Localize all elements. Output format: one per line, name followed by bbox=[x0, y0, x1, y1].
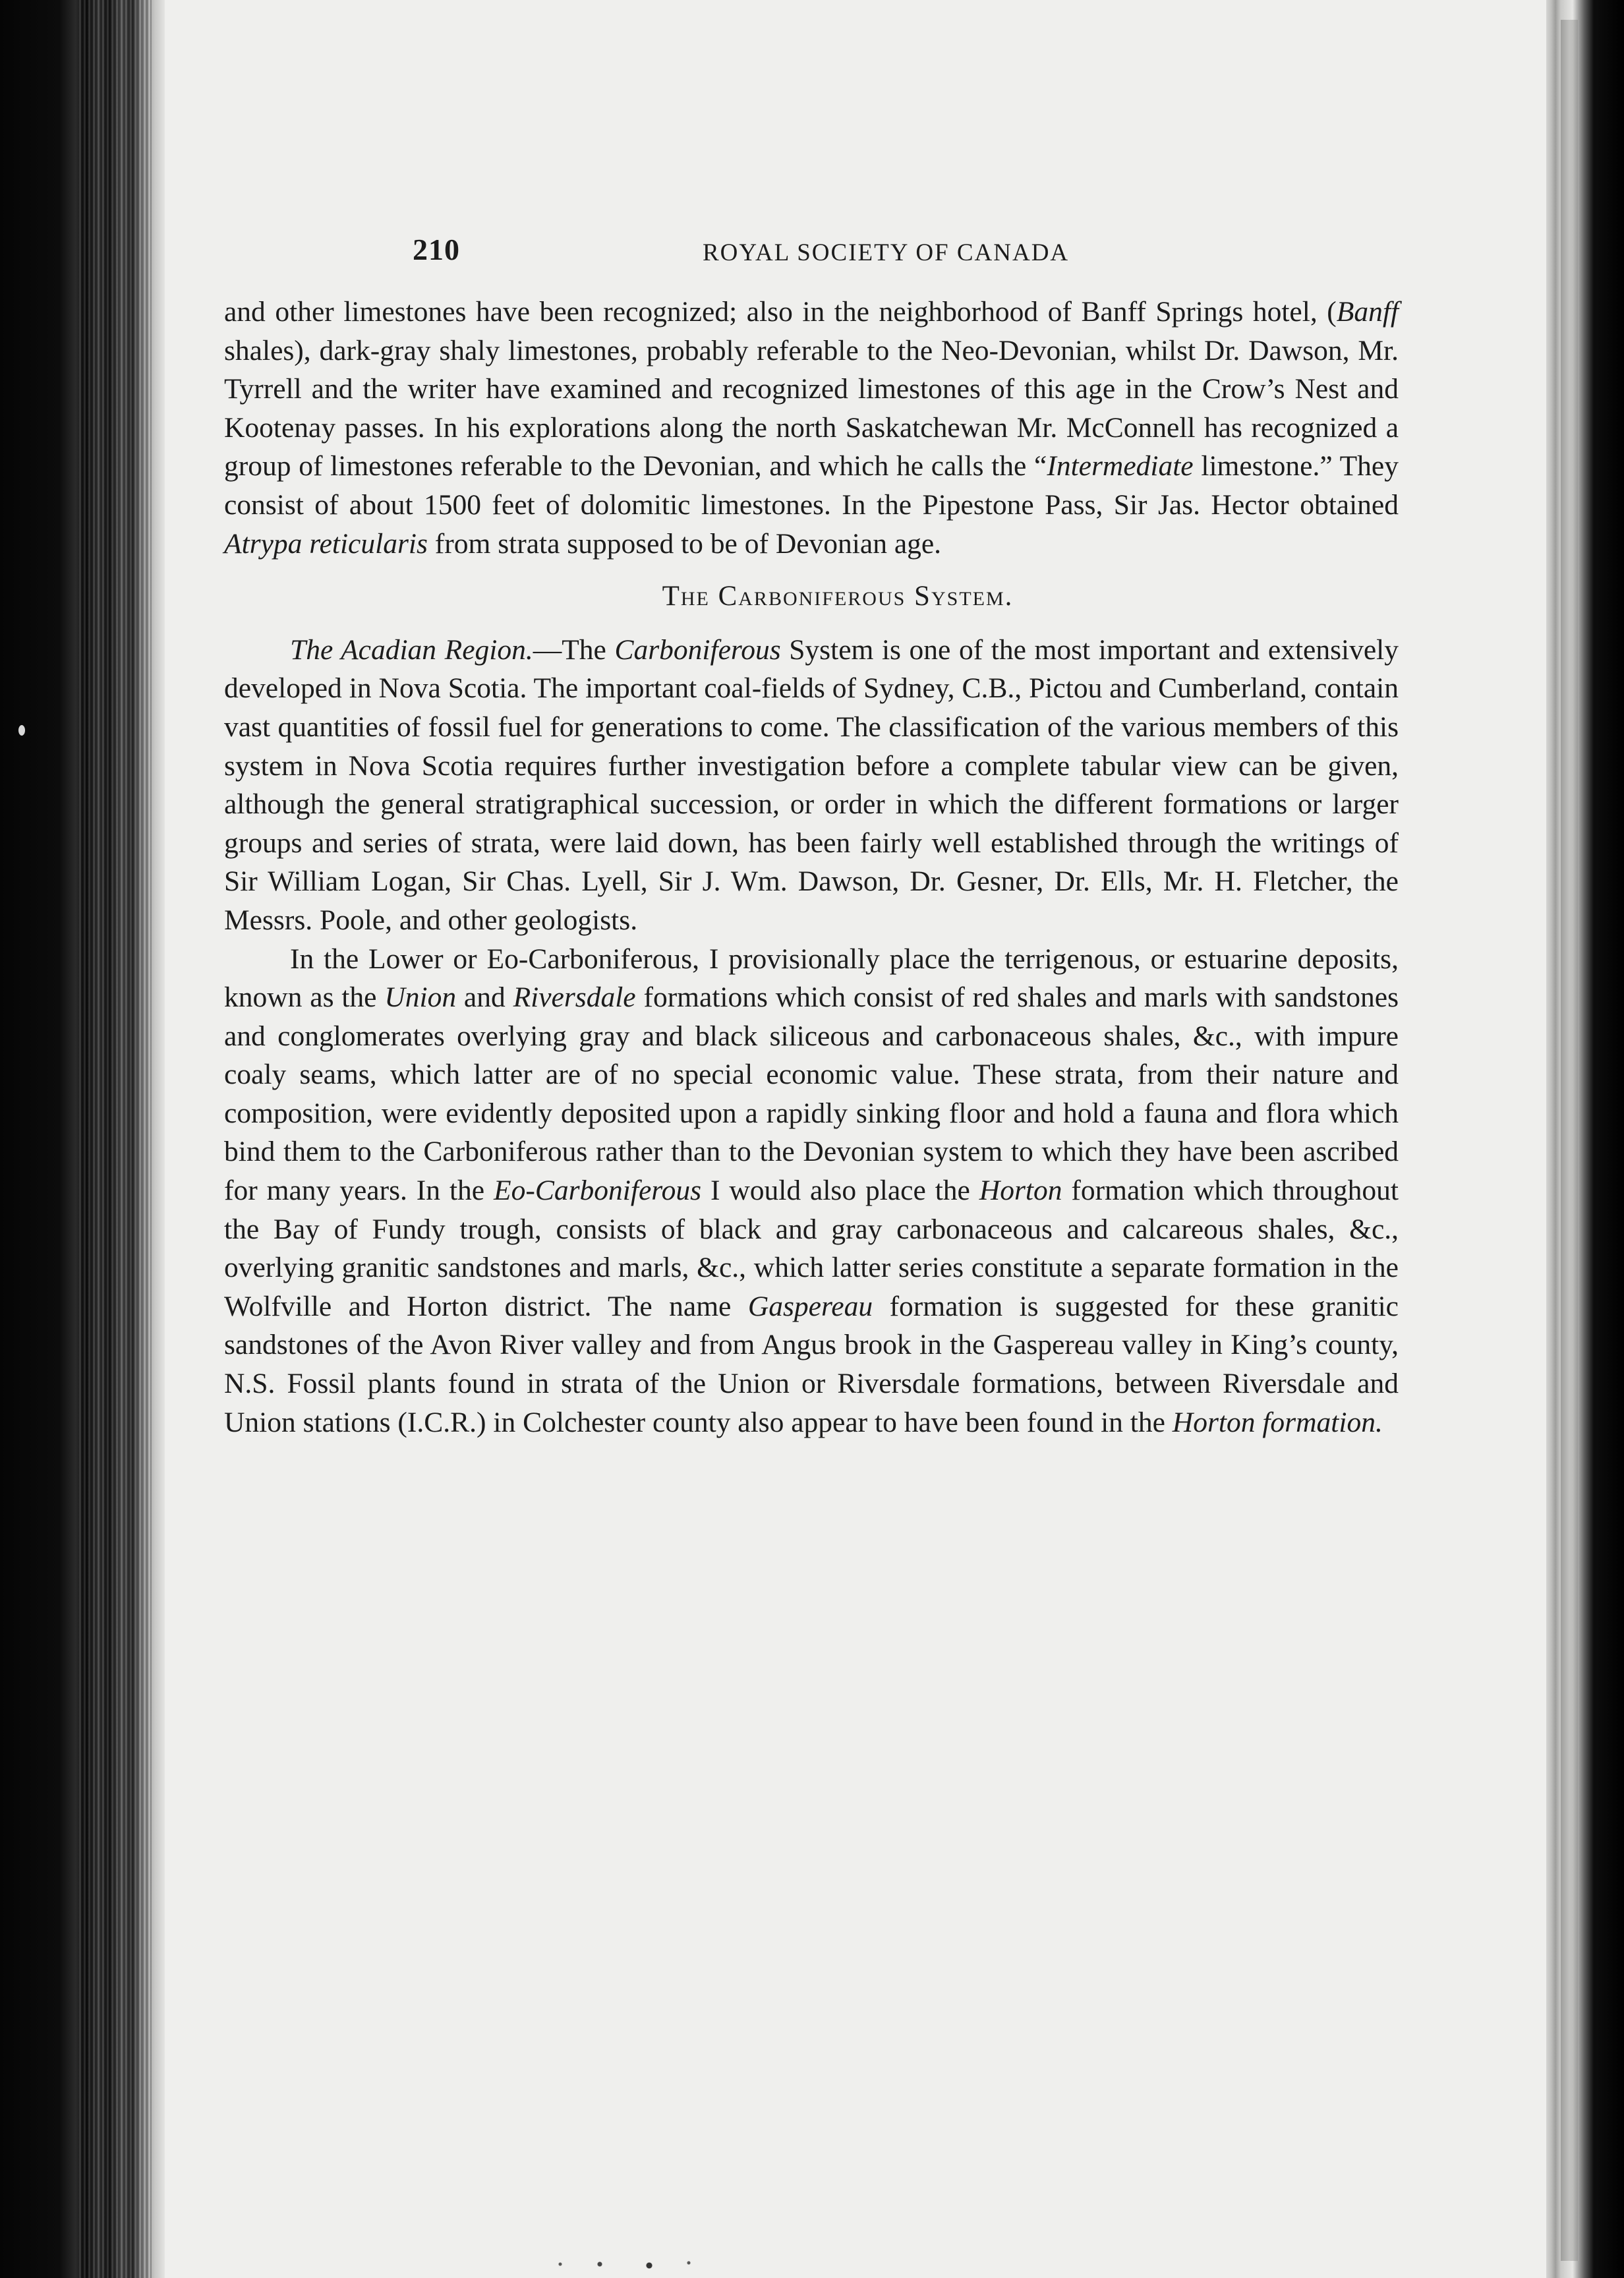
italic-term: Atrypa reticularis bbox=[224, 527, 428, 560]
italic-term: Carboniferous bbox=[614, 633, 781, 666]
italic-subheading: The Acadian Region. bbox=[290, 633, 533, 666]
italic-term: Eo-Carboniferous bbox=[494, 1175, 702, 1207]
italic-term: Riversdale bbox=[513, 981, 636, 1014]
text-run: System is one of the most important and extensively developed in Nova Scotia. The important coal-fields of Sydney, C.B., Pictou and Cumberland, contain vast quantities of fossil fuel for generations to come. The classification of the various members of this system in Nova Scotia requires further investigation before a complete tabular view can be given, although the general stratigraphical succession, or order in which the different formations or larger groups and series of strata, were laid down, has been fairly well established through the writings of Sir William Logan, Sir Chas. Lyell, Sir J. Wm. Dawson, Dr. Gesner, Dr. Ells, Mr. H. Fletcher, the Messrs. Poole, and other geologists. bbox=[224, 633, 1399, 936]
text-run: and bbox=[456, 981, 513, 1014]
text-run: and other limestones have been recognized; also in the neighborhood of Banff Springs hotel, ( bbox=[224, 296, 1337, 328]
running-head: ROYAL SOCIETY OF CANADA bbox=[703, 239, 1070, 266]
text-run: —The bbox=[533, 633, 615, 666]
text-run: limestone.” They consist of about 1500 feet of dolomitic limestones. In the Pipestone Pass, Sir Jas. Hector obtained bbox=[224, 450, 1399, 521]
text-run: shales), dark-gray shaly limestones, probably referable to the Neo-Devonian, whilst Dr. Dawson, Mr. Tyrrell and the writer have examined and recognized limestones of this age in the Crow’s Nest and Kootenay passes. In his explorations along the north Saskatchewan Mr. McConnell has recognized a group of limestones referable to the Devonian, and which he calls the “ bbox=[224, 334, 1399, 482]
text-run: formation which throughout the Bay of Fundy trough, consists of black and gray carbonaceous and calcareous shales, &c., overlying granitic sandstones and marls, &c., which latter series constitute a separate formation in the Wolfville and Horton district. The name bbox=[224, 1175, 1399, 1322]
section-heading: The Carboniferous System. bbox=[662, 581, 1014, 612]
scan-right-edge bbox=[1546, 0, 1624, 2278]
paragraph-devonian-continued bbox=[224, 293, 1399, 563]
paragraph-eo-carboniferous bbox=[224, 940, 1399, 1442]
page-header bbox=[413, 232, 1289, 278]
italic-term: Intermediate bbox=[1047, 450, 1194, 482]
scan-right-fold-line bbox=[1561, 20, 1578, 2261]
text-run: from strata supposed to be of Devonian age. bbox=[427, 527, 942, 560]
italic-term: Gaspereau bbox=[747, 1290, 873, 1322]
text-run: I would also place the bbox=[701, 1175, 979, 1207]
italic-term: Union bbox=[384, 981, 457, 1014]
body-text bbox=[224, 293, 1399, 1442]
scan-speck bbox=[18, 725, 25, 736]
text-run: In the Lower or Eo-Carboniferous, I provisionally place the terrigenous, or estuarine deposits, known as the bbox=[224, 943, 1399, 1014]
page-number: 210 bbox=[413, 233, 460, 266]
text-run: formations which consist of red shales and marls with sandstones and conglomerates overlying gray and black siliceous and carbonaceous shales, &c., with impure coaly seams, which latter are of no special economic value. These strata, from their nature and composition, were evidently deposited upon a rapidly sinking floor and hold a fauna and flora which bind them to the Carboniferous rather than to the Devonian system to which they have been ascribed for many years. In the bbox=[224, 981, 1399, 1207]
scan-specks-bottom bbox=[540, 2258, 738, 2271]
page-stack-stripes bbox=[79, 0, 152, 2278]
text-run: formation is suggested for these granitic sandstones of the Avon River valley and from Angus brook in the Gaspereau valley in King’s county, N.S. Fossil plants found in strata of the Union or Riversdale formations, between Riversdale and Union stations (I.C.R.) in Colchester county also appear to have been found in the bbox=[224, 1290, 1399, 1438]
italic-term: Horton formation. bbox=[1172, 1406, 1383, 1438]
italic-term: Horton bbox=[979, 1175, 1062, 1207]
paragraph-acadian-region bbox=[224, 631, 1399, 940]
italic-term: Banff bbox=[1336, 296, 1399, 328]
